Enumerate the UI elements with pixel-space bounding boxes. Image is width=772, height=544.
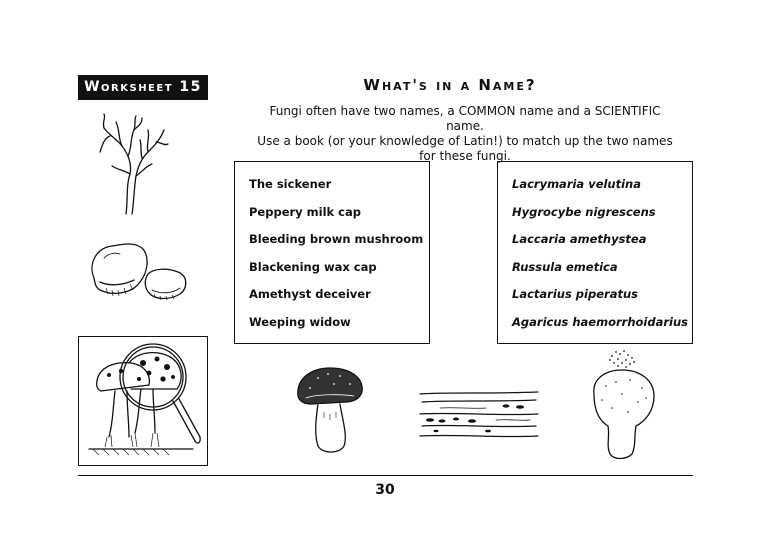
magnified-mushroom-icon bbox=[79, 337, 207, 465]
common-names-box bbox=[234, 161, 430, 344]
scientific-name-item: Agaricus haemorrhoidarius bbox=[512, 314, 688, 329]
common-name-item: Bleeding brown mushroom bbox=[249, 232, 424, 246]
scientific-name-item: Lacrymaria velutina bbox=[512, 177, 642, 191]
bracket-fungus-icon bbox=[86, 238, 190, 302]
common-name-item: The sickener bbox=[249, 177, 332, 191]
magnified-mushroom-frame bbox=[78, 336, 208, 466]
common-name-item: Weeping widow bbox=[249, 314, 351, 329]
mushroom-icon bbox=[294, 362, 366, 458]
instruction-line: for these fungi. bbox=[419, 149, 511, 163]
coral-fungus-icon bbox=[98, 112, 170, 216]
scientific-name-item: Hygrocybe nigrescens bbox=[512, 204, 656, 219]
scientific-name-item: Laccaria amethystea bbox=[512, 232, 647, 246]
page-title: What's in a Name? bbox=[363, 76, 537, 94]
footer-rule bbox=[78, 475, 693, 476]
scientific-name-item: Lactarius piperatus bbox=[512, 287, 638, 301]
common-name-item: Blackening wax cap bbox=[249, 259, 377, 274]
common-names-list bbox=[249, 177, 423, 342]
instruction-line: Fungi often have two names, a COMMON name and a SCIENTIFIC name. bbox=[269, 104, 661, 133]
worksheet-badge bbox=[78, 75, 208, 100]
page-number: 30 bbox=[375, 482, 395, 498]
log-fungus-icon bbox=[416, 388, 542, 442]
scientific-names-box bbox=[497, 161, 693, 344]
instructions bbox=[250, 104, 680, 164]
worksheet-label: Worksheet 15 bbox=[84, 79, 202, 95]
common-name-item: Peppery milk cap bbox=[249, 204, 361, 219]
scientific-name-item: Russula emetica bbox=[512, 259, 618, 274]
puffball-icon bbox=[582, 350, 664, 464]
instruction-line: Use a book (or your knowledge of Latin!) to match up the two names bbox=[257, 134, 673, 148]
common-name-item: Amethyst deceiver bbox=[249, 287, 371, 301]
scientific-names-list bbox=[512, 177, 688, 342]
